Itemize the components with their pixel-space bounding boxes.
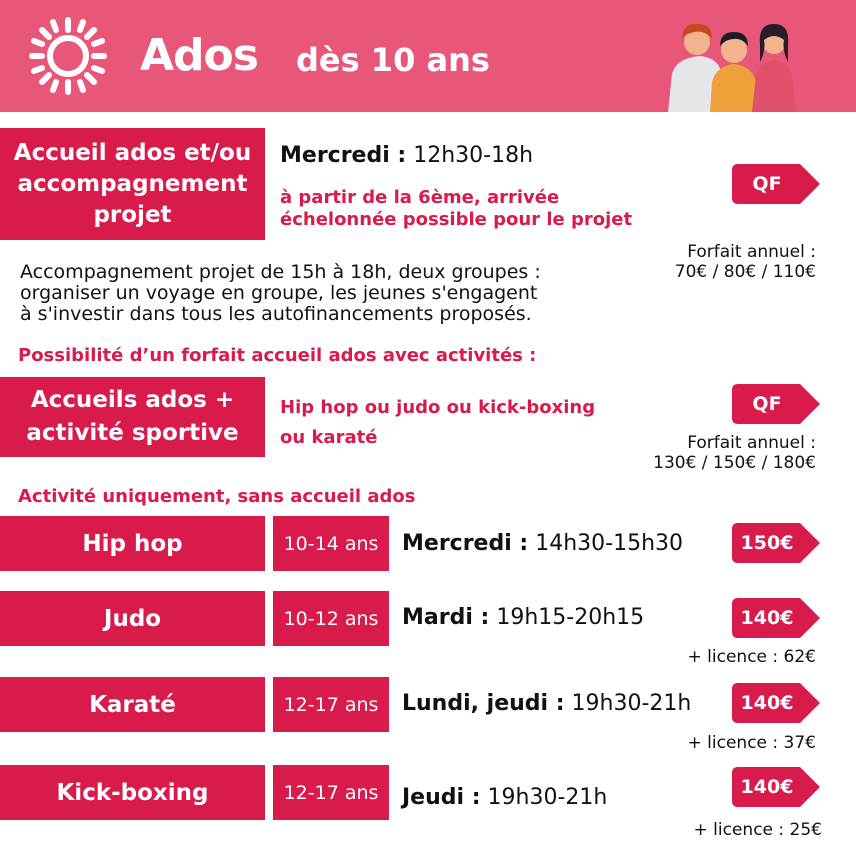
activity-time: 19h30-21h — [487, 785, 608, 810]
qf-tag-label: QF — [752, 173, 782, 195]
activity-day: Mardi : — [402, 605, 490, 630]
accueil-box — [0, 128, 265, 240]
accueil-schedule — [280, 142, 533, 170]
activity-time: 19h15-20h15 — [496, 605, 645, 630]
licence-fee: + licence : 62€ — [687, 647, 816, 667]
activity-name: Karaté — [0, 677, 265, 732]
activity-day: Mercredi : — [402, 531, 529, 556]
accueil-box-line2: accompagnement — [17, 170, 248, 197]
activity-day: Lundi, jeudi : — [402, 691, 565, 716]
qf-tag-label: QF — [752, 393, 782, 415]
activity-name: Hip hop — [0, 516, 265, 571]
accueil-note-line2: échelonnée possible pour le projet — [280, 209, 633, 230]
accueil-sport-text-line1: Hip hop ou judo ou kick-boxing — [280, 397, 596, 418]
accueil-sport-text-line2: ou karaté — [280, 427, 378, 448]
activity-time: 14h30-15h30 — [535, 531, 684, 556]
accueil-sport-forfait-label: Forfait annuel : — [687, 433, 816, 453]
activity-schedule — [402, 690, 691, 718]
accueil-box-line1: Accueil ados et/ou — [13, 139, 252, 166]
accueil-sport-forfait-prices: 130€ / 150€ / 180€ — [653, 453, 816, 473]
qf-tag — [732, 384, 820, 424]
accueil-desc-line3: à s'investir dans tous les autofinancements proposés. — [20, 303, 532, 325]
activity-age: 10-12 ans — [273, 591, 389, 646]
activity-schedule — [402, 530, 683, 558]
accueil-sport-box — [0, 377, 265, 457]
accueil-desc-line2: organiser un voyage en groupe, les jeunes s'engagent — [20, 282, 538, 304]
accueil-forfait — [675, 242, 816, 282]
activity-schedule — [402, 784, 607, 812]
teens-illustration — [664, 14, 804, 112]
accueil-sport-forfait — [653, 433, 816, 473]
price-tag-label: 140€ — [740, 776, 794, 798]
activity-schedule — [402, 604, 644, 632]
price-tag-label: 150€ — [740, 532, 794, 554]
accueil-note-line1: à partir de la 6ème, arrivée — [280, 187, 560, 208]
activity-age: 12-17 ans — [273, 765, 389, 820]
licence-fee: + licence : 37€ — [687, 733, 816, 753]
activity-day: Jeudi : — [402, 785, 481, 810]
activity-heading: Activité uniquement, sans accueil ados — [18, 486, 416, 507]
licence-fee: + licence : 25€ — [693, 820, 822, 840]
forfait-heading: Possibilité d’un forfait accueil ados avec activités : — [18, 345, 537, 366]
accueil-box-line3: projet — [93, 201, 172, 228]
price-tag — [732, 523, 820, 563]
accueil-description — [20, 262, 541, 325]
price-tag — [732, 598, 820, 638]
accueil-sport-line1: Accueils ados + — [30, 387, 235, 413]
price-tag-label: 140€ — [740, 607, 794, 629]
activity-age: 12-17 ans — [273, 677, 389, 732]
sun-icon — [28, 16, 108, 96]
activity-name: Judo — [0, 591, 265, 646]
accueil-sport-line2: activité sportive — [26, 420, 239, 446]
accueil-desc-line1: Accompagnement projet de 15h à 18h, deux groupes : — [20, 261, 541, 283]
accueil-time: 12h30-18h — [413, 143, 534, 168]
accueil-note — [280, 187, 632, 231]
accueil-sport-text — [280, 393, 595, 453]
price-tag-label: 140€ — [740, 692, 794, 714]
accueil-day: Mercredi : — [280, 143, 407, 168]
page-subtitle: dès 10 ans — [296, 41, 490, 79]
page-title: Ados — [140, 30, 258, 81]
accueil-forfait-label: Forfait annuel : — [687, 242, 816, 262]
accueil-forfait-prices: 70€ / 80€ / 110€ — [674, 262, 816, 282]
qf-tag — [732, 164, 820, 204]
activity-age: 10-14 ans — [273, 516, 389, 571]
activity-name: Kick-boxing — [0, 765, 265, 820]
activity-time: 19h30-21h — [571, 691, 692, 716]
price-tag — [732, 683, 820, 723]
price-tag — [732, 767, 820, 807]
